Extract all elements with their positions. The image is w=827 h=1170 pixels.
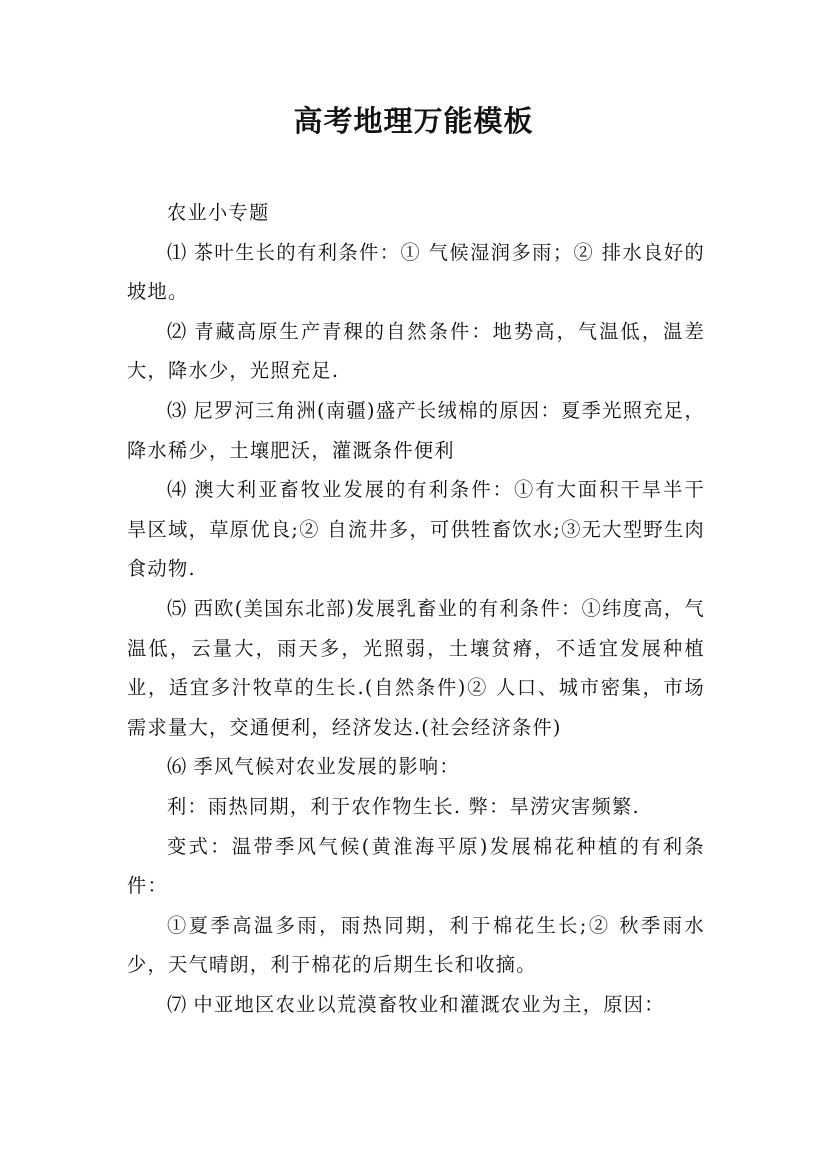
item-number: ⑶ <box>167 398 188 422</box>
item-number: ⑸ <box>167 596 188 620</box>
item-text: 季风气候对农业发展的影响： <box>193 755 460 779</box>
section-heading: 农业小专题 <box>167 201 270 224</box>
list-item-7 <box>127 985 705 1025</box>
cotton-conditions-line: ①夏季高温多雨，雨热同期，利于棉花生长;② 秋季雨水少，天气晴朗，利于棉花的后期生长和收摘。 <box>127 913 705 977</box>
list-item-1 <box>127 233 705 312</box>
item-number: ⑹ <box>167 755 188 779</box>
item-text: 尼罗河三角洲(南疆)盛产长绒棉的原因：夏季光照充足，降水稀少，土壤肥沃，灌溉条件便利 <box>127 398 705 462</box>
document-body <box>127 193 705 1024</box>
item-text: 茶叶生长的有利条件：① 气候湿润多雨；② 排水良好的坡地。 <box>127 240 705 304</box>
item-text: 青藏高原生产青稞的自然条件：地势高，气温低，温差大，降水少，光照充足. <box>127 319 705 383</box>
item-text: 澳大利亚畜牧业发展的有利条件：①有大面积干旱半干旱区域，草原优良;② 自流井多，可供牲畜饮水;③无大型野生肉食动物. <box>127 478 705 581</box>
list-item-3 <box>127 391 705 470</box>
list-item-2 <box>127 312 705 391</box>
list-item-5 <box>127 589 705 747</box>
document-title: 高考地理万能模板 <box>293 104 534 138</box>
item-number: ⑺ <box>167 992 188 1016</box>
list-item-4 <box>127 470 705 589</box>
item-text: 中亚地区农业以荒漠畜牧业和灌溉农业为主，原因： <box>193 992 665 1016</box>
variant-line: 变式：温带季风气候(黄淮海平原)发展棉花种植的有利条件： <box>127 834 705 898</box>
pros-cons-line: 利：雨热同期，利于农作物生长. 弊：旱涝灾害频繁. <box>167 794 640 818</box>
list-item-6 <box>127 747 705 787</box>
item-number: ⑷ <box>167 478 189 502</box>
item-text: 西欧(美国东北部)发展乳畜业的有利条件：①纬度高，气温低，云量大，雨天多，光照弱，土壤贫瘠，不适宜发展种植业，适宜多汁牧草的生长.(自然条件)② 人口、城市密集，市场需求量大，交通便利，经济发达.(社会经济条件) <box>127 596 705 739</box>
item-number: ⑵ <box>167 319 189 343</box>
item-number: ⑴ <box>167 240 188 264</box>
